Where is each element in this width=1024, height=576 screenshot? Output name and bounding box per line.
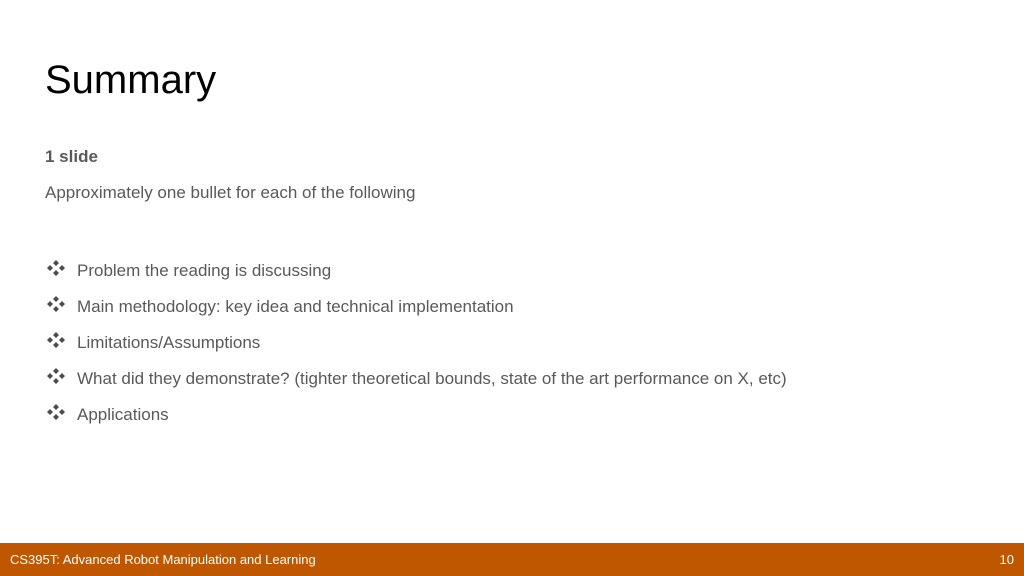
four-diamond-icon bbox=[45, 330, 67, 350]
page-number: 10 bbox=[999, 552, 1014, 567]
bullet-text: Main methodology: key idea and technical implementation bbox=[77, 297, 514, 316]
list-item bbox=[45, 253, 787, 289]
four-diamond-icon bbox=[45, 258, 67, 278]
list-item bbox=[45, 397, 787, 433]
list-item bbox=[45, 325, 787, 361]
four-diamond-icon bbox=[45, 402, 67, 422]
bullet-text: Problem the reading is discussing bbox=[77, 261, 332, 280]
slide-title: Summary bbox=[45, 58, 217, 102]
footer-bar bbox=[0, 543, 1024, 576]
course-title: CS395T: Advanced Robot Manipulation and Learning bbox=[10, 552, 316, 567]
bullet-text: What did they demonstrate? (tighter theoretical bounds, state of the art performance on X, etc) bbox=[77, 369, 787, 388]
bullet-text: Limitations/Assumptions bbox=[77, 333, 261, 352]
four-diamond-icon bbox=[45, 294, 67, 314]
list-item bbox=[45, 361, 787, 397]
bullet-text: Applications bbox=[77, 405, 169, 424]
bullet-list bbox=[45, 253, 787, 433]
slide-count-label: 1 slide bbox=[45, 147, 98, 166]
four-diamond-icon bbox=[45, 366, 67, 386]
instructions-text: Approximately one bullet for each of the following bbox=[45, 183, 416, 202]
list-item bbox=[45, 289, 787, 325]
